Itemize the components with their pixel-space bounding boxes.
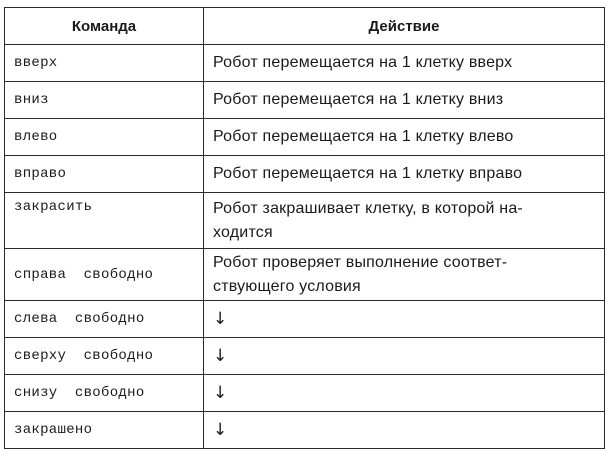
table-header-row [5, 8, 605, 45]
table-row [5, 193, 605, 249]
command-cell: вправо [5, 156, 204, 193]
table-row [5, 45, 605, 82]
command-cell: справа свободно [5, 249, 204, 301]
action-cell: Робот перемещается на 1 клетку вправо [204, 156, 605, 193]
command-cell: закрашено [5, 412, 204, 449]
table-row [5, 119, 605, 156]
action-cell: Робот перемещается на 1 клетку вверх [204, 45, 605, 82]
header-action: Действие [204, 8, 605, 45]
command-cell: снизу свободно [5, 375, 204, 412]
table-row [5, 338, 605, 375]
command-cell: закрасить [5, 193, 204, 249]
command-cell: вниз [5, 82, 204, 119]
action-cell: Робот перемещается на 1 клетку влево [204, 119, 605, 156]
table-row [5, 249, 605, 301]
action-line: Робот закрашивает клетку, в которой на- [213, 199, 523, 217]
down-arrow-icon: ↓ [204, 375, 605, 412]
action-cell [204, 193, 605, 249]
command-cell: вверх [5, 45, 204, 82]
action-cell: Робот перемещается на 1 клетку вниз [204, 82, 605, 119]
table-row [5, 82, 605, 119]
table-row [5, 301, 605, 338]
table-row [5, 412, 605, 449]
command-cell: влево [5, 119, 204, 156]
action-line: Робот проверяет выполнение соответ- [213, 253, 508, 271]
action-line: ходится [213, 223, 273, 241]
header-command: Команда [5, 8, 204, 45]
down-arrow-icon: ↓ [204, 412, 605, 449]
command-cell: сверху свободно [5, 338, 204, 375]
table-row [5, 156, 605, 193]
down-arrow-icon: ↓ [204, 338, 605, 375]
command-cell: слева свободно [5, 301, 204, 338]
action-cell [204, 249, 605, 301]
table-row [5, 375, 605, 412]
down-arrow-icon: ↓ [204, 301, 605, 338]
robot-commands-table [4, 7, 605, 449]
action-line: ствующего условия [213, 277, 361, 295]
